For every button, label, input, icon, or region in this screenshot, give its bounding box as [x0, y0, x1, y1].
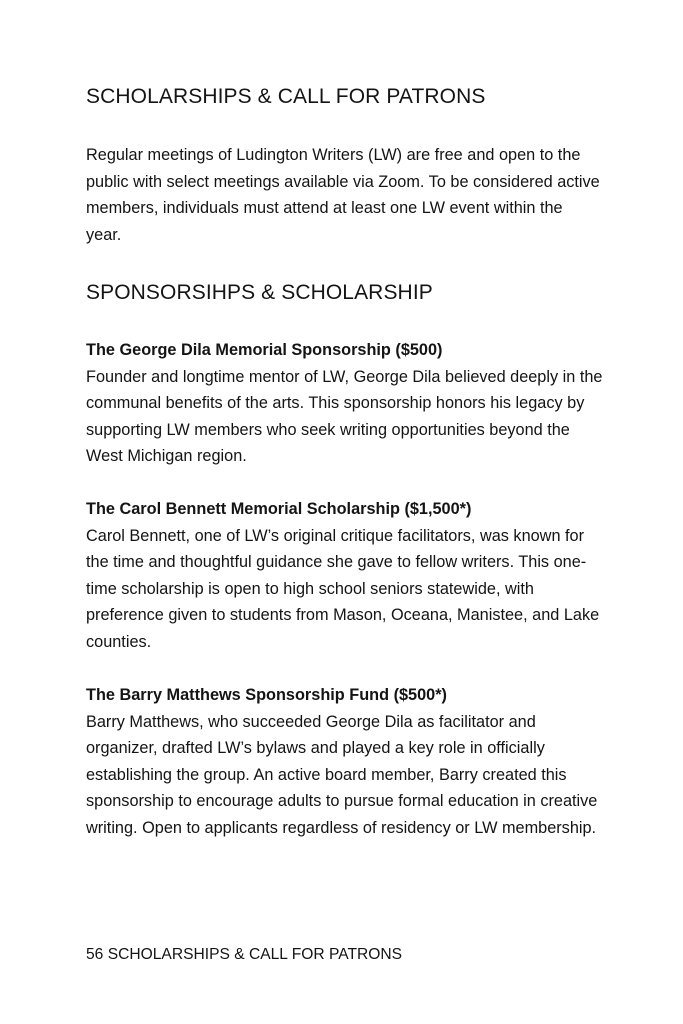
award-title: The Barry Matthews Sponsorship Fund ($500*)	[86, 686, 447, 704]
intro-paragraph: Regular meetings of Ludington Writers (LW) are free and open to the public with select meetings available via Zoom. To be considered active members, individuals must attend at least one LW event within the year.	[86, 146, 600, 244]
award-description: Founder and longtime mentor of LW, George Dila believed deeply in the communal benefits of the arts. This sponsorship honors his legacy by supporting LW members who seek writing opportunities beyond the West Michigan region.	[86, 367, 603, 465]
section-heading: SPONSORSIHPS & SCHOLARSHIP	[86, 281, 433, 304]
award-title: The George Dila Memorial Sponsorship ($500)	[86, 341, 443, 359]
award-description: Barry Matthews, who succeeded George Dila as facilitator and organizer, drafted LW’s bylaws and played a key role in officially establishing the group. An active board member, Barry created this sponsorship to encourage adults to pursue formal education in creative writing. Open to applicants regardless of residency or LW membership.	[86, 712, 598, 837]
award-carol-bennett	[86, 496, 606, 655]
page-title: SCHOLARSHIPS & CALL FOR PATRONS	[86, 85, 486, 108]
award-barry-matthews	[86, 682, 606, 841]
award-description: Carol Bennett, one of LW’s original critique facilitators, was known for the time and thoughtful guidance she gave to fellow writers. This one-time scholarship is open to high school seniors statewide, with preference given to students from Mason, Oceana, Manistee, and Lake counties.	[86, 526, 600, 651]
award-george-dila	[86, 337, 606, 470]
award-title: The Carol Bennett Memorial Scholarship ($1,500*)	[86, 500, 472, 518]
page-footer	[86, 944, 402, 966]
running-title: SCHOLARSHIPS & CALL FOR PATRONS	[107, 946, 403, 963]
page-number: 56	[86, 946, 104, 963]
